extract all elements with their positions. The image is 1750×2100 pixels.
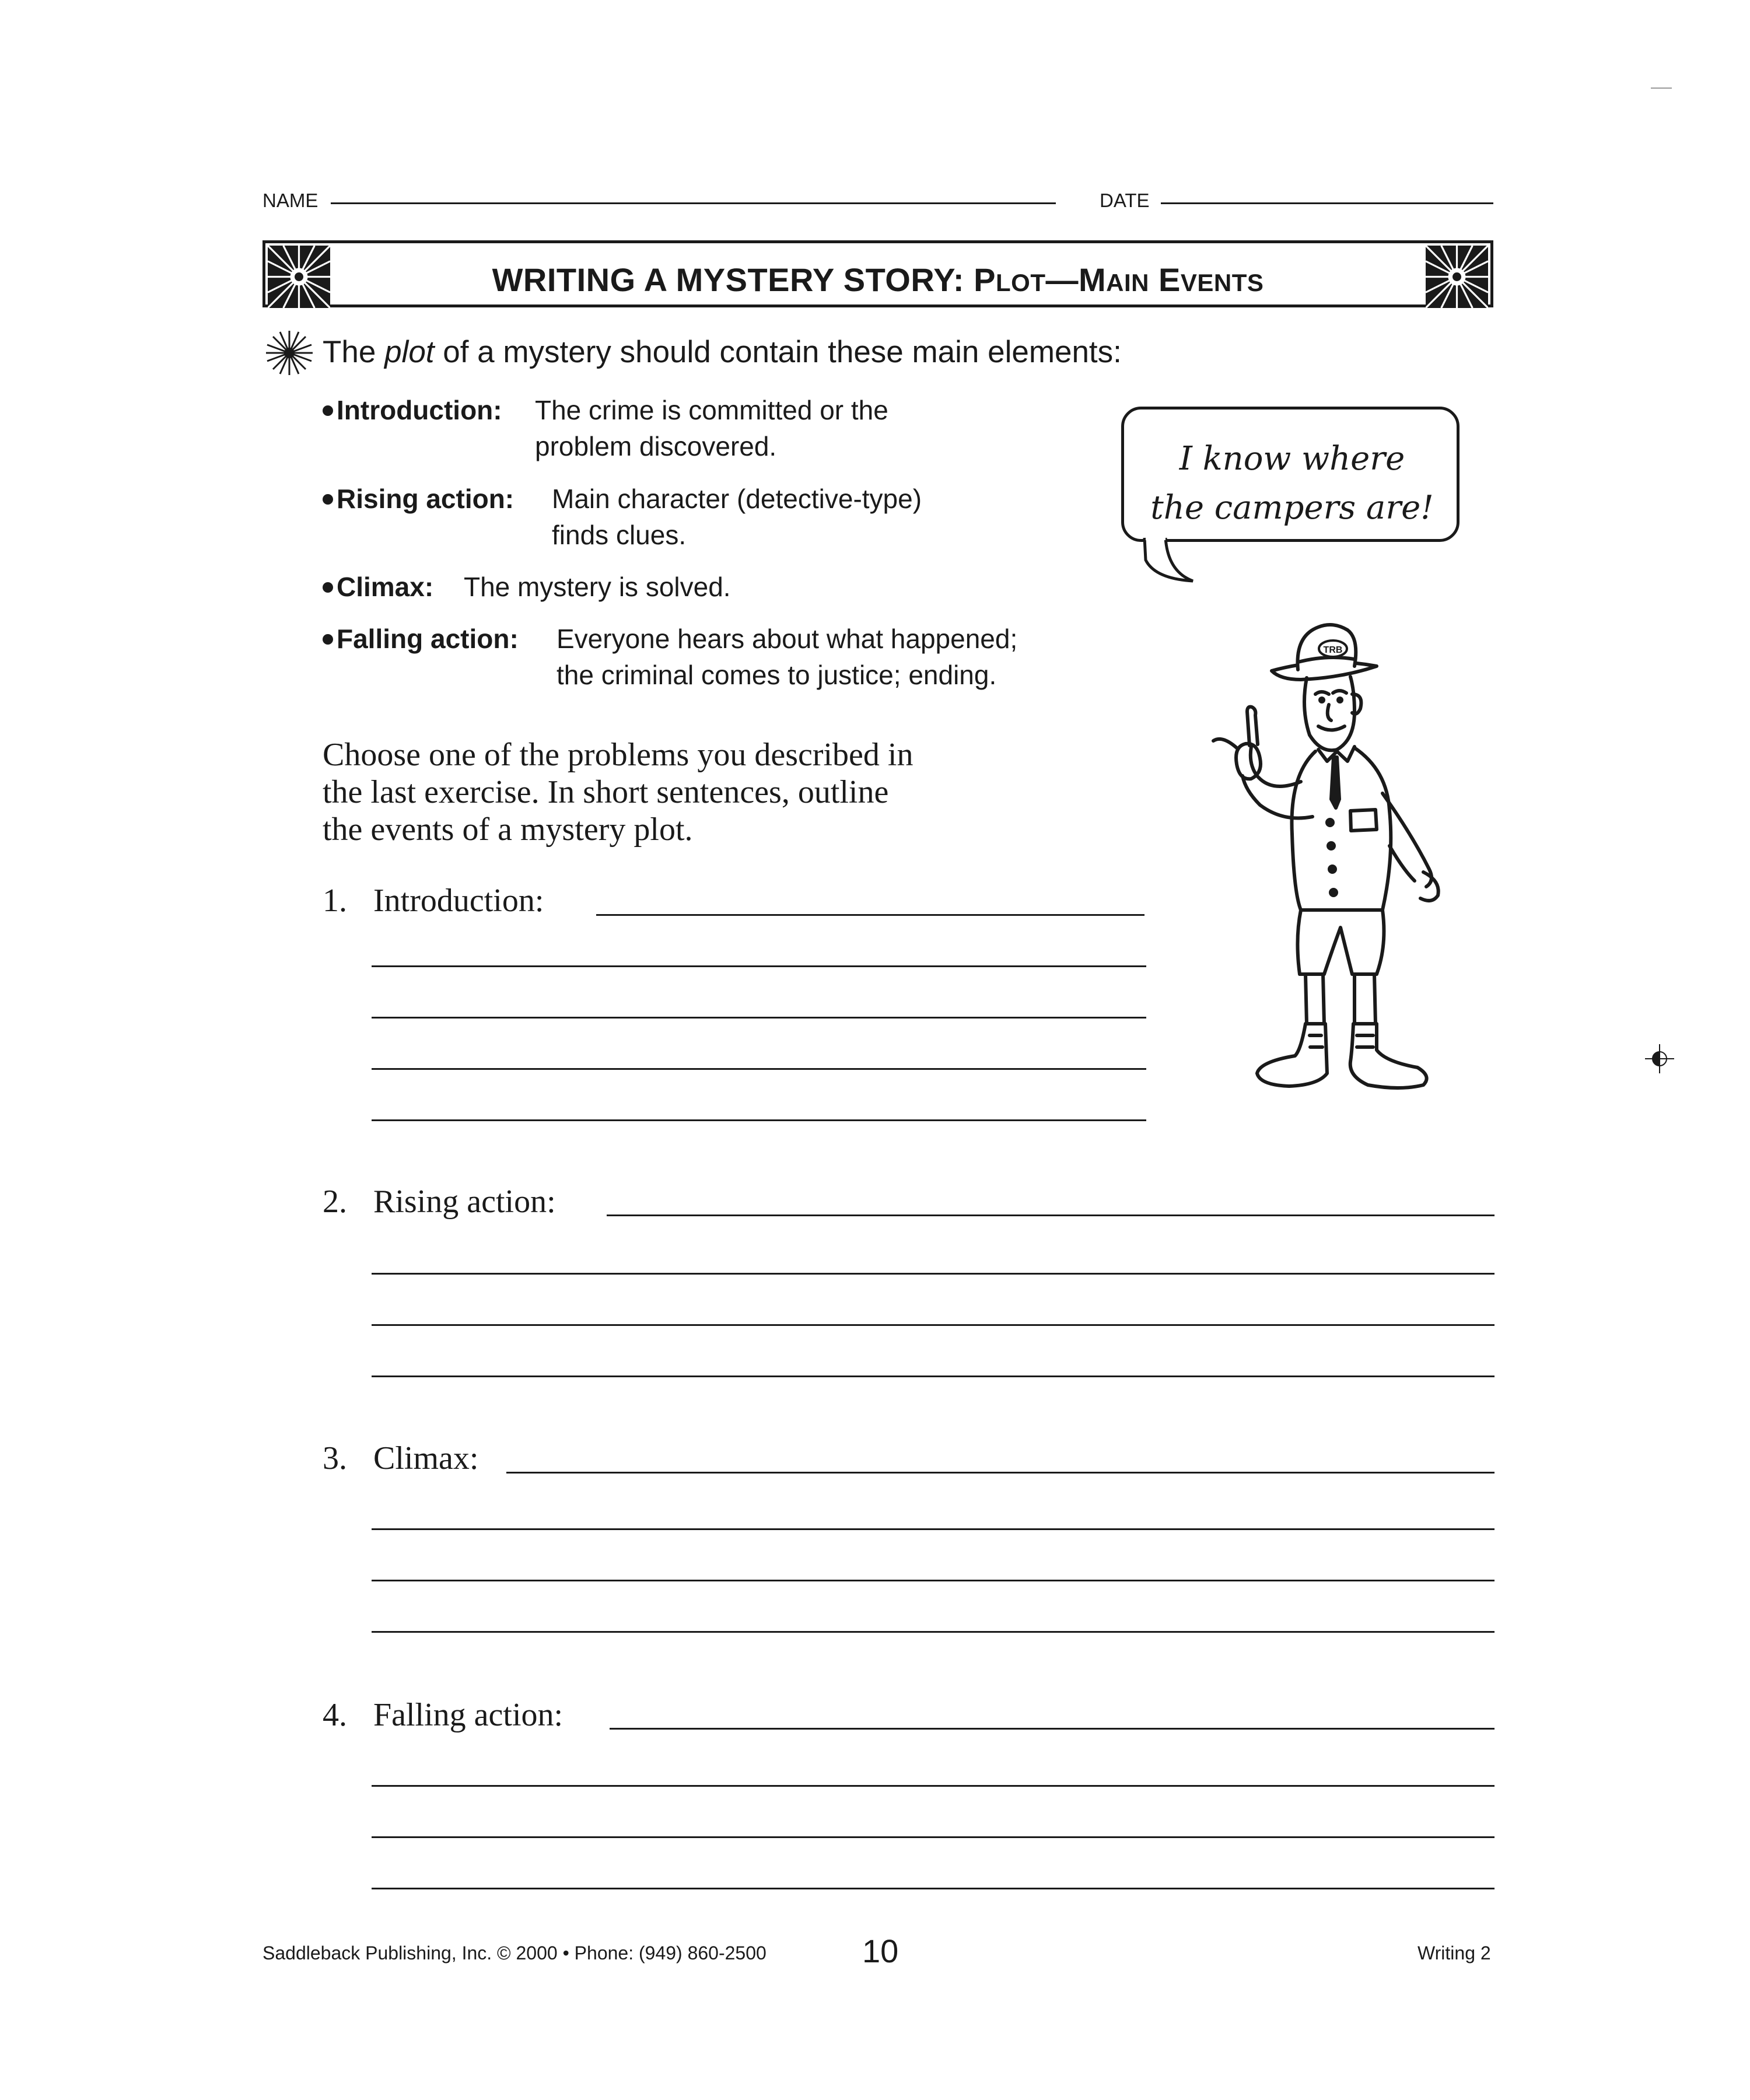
answer-line[interactable]	[610, 1728, 1494, 1730]
page-number: 10	[862, 1933, 899, 1969]
answer-line[interactable]	[607, 1214, 1494, 1216]
list-item: Introduction:	[323, 392, 502, 428]
list-item-text: The mystery is solved.	[464, 572, 731, 602]
answer-line[interactable]	[372, 1580, 1494, 1581]
name-line[interactable]	[331, 202, 1056, 204]
question-3-number: 3.	[323, 1440, 347, 1476]
footer-publisher: Saddleback Publishing, Inc. © 2000 • Phone: (949) 860-2500	[262, 1943, 766, 1964]
registration-mark-icon	[1645, 1044, 1674, 1073]
answer-line[interactable]	[506, 1472, 1494, 1474]
list-item-text: problem discovered.	[535, 431, 777, 461]
answer-line[interactable]	[372, 1888, 1494, 1889]
answer-line[interactable]	[372, 1836, 1494, 1838]
question-1-number: 1.	[323, 883, 347, 919]
date-line[interactable]	[1161, 202, 1493, 204]
instructions: Choose one of the problems you described in the last exercise. In short sentences, outline the events of a mystery plot.	[323, 737, 914, 848]
list-item: Rising action:	[323, 481, 514, 517]
answer-line[interactable]	[372, 1068, 1146, 1070]
list-item-text: finds clues.	[552, 520, 687, 550]
starburst-right-icon	[1426, 246, 1488, 308]
question-1-label: Introduction:	[373, 883, 544, 919]
question-4-label: Falling action:	[373, 1697, 564, 1733]
list-item-text: Main character (detective-type)	[552, 484, 922, 514]
intro-sentence: The plot of a mystery should contain these main elements:	[323, 335, 1122, 369]
answer-line[interactable]	[372, 1785, 1494, 1787]
question-2-label: Rising action:	[373, 1184, 556, 1220]
footer-book: Writing 2	[1418, 1943, 1491, 1964]
list-item-text: The crime is committed or the	[535, 395, 888, 425]
speech-bubble-tail	[1138, 537, 1202, 583]
answer-line[interactable]	[372, 1273, 1494, 1275]
crop-mark	[1651, 88, 1672, 89]
list-item-text: the criminal comes to justice; ending.	[556, 660, 997, 690]
answer-line[interactable]	[372, 965, 1146, 967]
hat-badge-text: TRB	[1323, 645, 1343, 655]
question-2-number: 2.	[323, 1184, 347, 1220]
answer-line[interactable]	[372, 1528, 1494, 1530]
answer-line[interactable]	[372, 1376, 1494, 1377]
answer-line[interactable]	[372, 1119, 1146, 1121]
list-item: Climax:	[323, 569, 433, 605]
title-banner	[262, 240, 1493, 307]
date-label: DATE	[1100, 190, 1150, 211]
list-item-text: Everyone hears about what happened;	[556, 624, 1018, 654]
answer-line[interactable]	[372, 1017, 1146, 1019]
answer-line[interactable]	[372, 1631, 1494, 1633]
diamond-burst-icon	[264, 330, 315, 376]
question-3-label: Climax:	[373, 1440, 479, 1476]
answer-line[interactable]	[372, 1324, 1494, 1326]
speech-bubble-text: I know where the campers are!	[1150, 440, 1434, 527]
park-ranger-illustration	[1202, 601, 1505, 1138]
question-4-number: 4.	[323, 1697, 347, 1733]
name-label: NAME	[262, 190, 318, 211]
answer-line[interactable]	[596, 914, 1144, 916]
page-title: WRITING A MYSTERY STORY: PLOT—MAIN EVENTS	[492, 261, 1264, 298]
list-item: Falling action:	[323, 621, 519, 657]
